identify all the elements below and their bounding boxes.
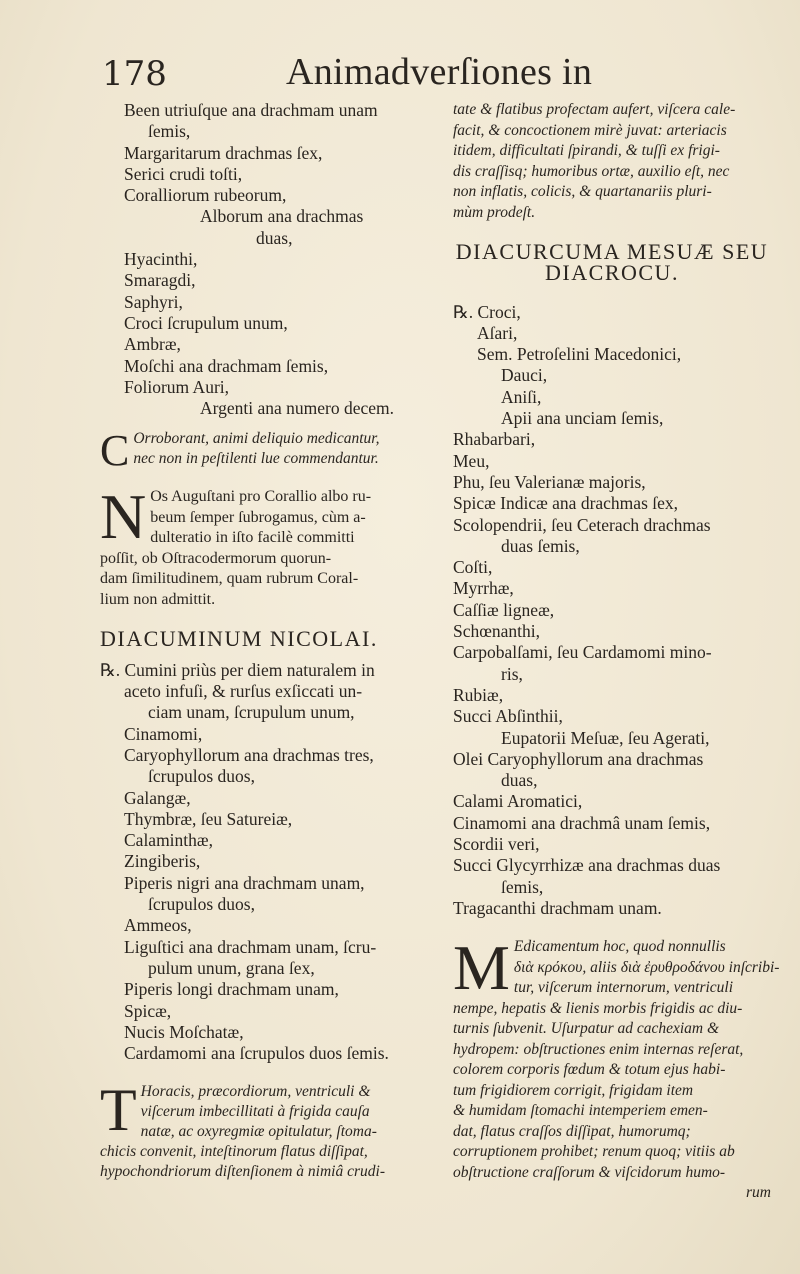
recipe-line: Tragacanthi drachmam unam. xyxy=(453,897,662,918)
page-number: 178 xyxy=(102,54,167,94)
recipe-line: Coralliorum rubeorum, xyxy=(124,185,287,206)
recipe-line: Scolopendrii, ſeu Ceterach drachmas xyxy=(453,514,711,535)
note-line: facit, & concoctionem mirè juvat: arteriacis xyxy=(453,121,727,139)
paragraph-line: lium non admittit. xyxy=(100,590,216,608)
note-line: obſtructione craſſorum & viſcidorum humo- xyxy=(453,1163,726,1181)
recipe-line: Margaritarum drachmas ſex, xyxy=(124,142,323,163)
recipe-line: Serici crudi toſti, xyxy=(124,163,243,184)
recipe-line: Alborum ana drachmas xyxy=(200,206,364,227)
recipe-line: Smaragdi, xyxy=(124,270,196,291)
note-line: dis craſſisq; humoribus ortæ, auxilio eſt, nec xyxy=(453,162,730,180)
paragraph-line: beum ſemper ſubrogamus, cùm a- xyxy=(150,508,366,526)
recipe-line: Meu, xyxy=(453,450,490,471)
note-line: nec non in peſtilenti lue commendantur. xyxy=(133,450,379,468)
commentary-note xyxy=(453,932,780,1204)
recipe-line: Phu, ſeu Valerianæ majoris, xyxy=(453,471,646,492)
left-column xyxy=(100,100,430,1182)
note-line: Orroborant, animi deliquio medicantur, xyxy=(133,430,380,448)
recipe-line: Zingiberis, xyxy=(124,851,201,872)
note-line: corruptionem prohibet; renum quoq; vitiis ab xyxy=(453,1143,735,1161)
recipe-line: ſemis, xyxy=(501,876,544,897)
recipe-line: Spicæ, xyxy=(124,1000,172,1021)
note-line: viſcerum imbecillitati à frigida cauſa xyxy=(140,1103,370,1121)
paragraph-line: Os Auguſtani pro Corallio albo ru- xyxy=(150,488,372,506)
paragraph-line: poſſit, ob Oſtracodermorum quorun- xyxy=(100,549,332,567)
note-line: colorem corporis fœdum & totum ejus habi- xyxy=(453,1061,726,1079)
recipe-line: ſemis, xyxy=(148,121,191,142)
recipe-line: Croci ſcrupulum unum, xyxy=(124,312,288,333)
commentary-note xyxy=(100,426,430,476)
recipe-line: ſcrupulos duos, xyxy=(148,766,255,787)
recipe-line: Aſari, xyxy=(477,322,518,343)
recipe-line: ℞. Croci, xyxy=(453,301,521,322)
recipe-line: Schœnanthi, xyxy=(453,621,541,642)
commentary-note xyxy=(100,1077,430,1182)
note-line: chicis convenit, inteſtinorum flatus diſſipat, xyxy=(100,1143,368,1161)
recipe-line: Liguſtici ana drachmam unam, ſcru- xyxy=(124,936,377,957)
recipe-line: Ambræ, xyxy=(124,334,181,355)
note-line: tur, viſcerum internorum, ventriculi xyxy=(513,979,734,997)
section-heading: DIACURCUMA MESUÆ SEU xyxy=(455,239,769,264)
recipe-line: Caſſiæ ligneæ, xyxy=(453,599,555,620)
recipe-line: Rubiæ, xyxy=(453,684,504,705)
note-line: Horacis, præcordiorum, ventriculi & xyxy=(140,1083,371,1101)
recipe-line: ris, xyxy=(501,663,523,684)
drop-cap: M xyxy=(453,932,510,1004)
recipe-line: Argenti ana numero decem. xyxy=(200,398,395,419)
recipe-line: Thymbræ, ſeu Satureiæ, xyxy=(124,808,293,829)
paragraph-line: dulteratio in iſto facilè committi xyxy=(150,529,355,547)
recipe-line: Eupatorii Meſuæ, ſeu Agerati, xyxy=(501,727,710,748)
right-column xyxy=(453,100,780,1204)
recipe-line: Hyacinthi, xyxy=(124,249,198,270)
recipe-line: Nucis Moſchatæ, xyxy=(124,1021,244,1042)
note-line: itidem, difficultati ſpirandi, & tuſſi ex frigi- xyxy=(453,142,720,159)
recipe-line: duas ſemis, xyxy=(501,535,580,556)
recipe-line: Scordii veri, xyxy=(453,834,540,855)
recipe-line: Piperis longi drachmam unam, xyxy=(124,979,339,1000)
recipe-line: Sem. Petroſelini Macedonici, xyxy=(477,344,682,365)
note-line: & humidam ſtomachi intemperiem emen- xyxy=(453,1102,708,1120)
recipe-line: Dauci, xyxy=(501,365,548,386)
recipe-line: Rhabarbari, xyxy=(453,429,536,450)
recipe-line: pulum unum, grana ſex, xyxy=(148,957,315,978)
recipe-line: Succi Abſinthii, xyxy=(453,706,563,727)
recipe-line: Aniſi, xyxy=(501,386,542,407)
recipe-line: Cinamomi, xyxy=(124,723,203,744)
recipe-line: aceto infuſi, & rurſus exſiccati un- xyxy=(124,681,363,702)
note-line: dat, flatus craſſos diſſipat, humorumq; xyxy=(453,1122,691,1140)
recipe-line: Piperis nigri ana drachmam unam, xyxy=(124,872,365,893)
recipe-line: Foliorum Auri, xyxy=(124,376,230,397)
recipe-line: Myrrhæ, xyxy=(453,578,514,599)
recipe-line: Caryophyllorum ana drachmas tres, xyxy=(124,744,374,765)
drop-cap: T xyxy=(100,1077,137,1144)
note-line: tate & flatibus profectam aufert, viſcera cale- xyxy=(453,101,736,118)
recipe-line: Olei Caryophyllorum ana drachmas xyxy=(453,748,704,769)
recipe-line: Carpobalſami, ſeu Cardamomi mino- xyxy=(453,642,712,663)
note-line: διὰ κρόκου, aliis διὰ ἐρυθροδάνου inſcribi- xyxy=(513,958,780,976)
section-heading: DIACUMINUM NICOLAI. xyxy=(100,626,378,652)
recipe-line: Galangæ, xyxy=(124,787,191,808)
note-line: hydropem: obſtructiones enim internas reſerat, xyxy=(453,1040,744,1058)
note-line: hypochondriorum diſtenſionem à nimiâ crudi- xyxy=(100,1163,385,1181)
paragraph-line: dam ſimilitudinem, quam rubrum Coral- xyxy=(100,570,359,588)
recipe-line: ſcrupulos duos, xyxy=(148,894,255,915)
recipe-line: Calami Aromatici, xyxy=(453,791,583,812)
recipe-line: Ammeos, xyxy=(124,915,192,936)
recipe-line: Spicæ Indicæ ana drachmas ſex, xyxy=(453,493,679,514)
note-line: tum frigidiorem corrigit, frigidam item xyxy=(453,1081,694,1099)
commentary-note xyxy=(453,100,771,223)
recipe-line: ℞. Cumini priùs per diem naturalem in xyxy=(100,659,375,680)
running-title: Animadverſiones in xyxy=(286,51,593,93)
recipe-line: duas, xyxy=(501,770,538,791)
recipe-line: Cardamomi ana ſcrupulos duos ſemis. xyxy=(124,1043,389,1064)
note-line: natæ, ac oxyregmiæ opitulatur, ſtoma- xyxy=(140,1123,377,1141)
recipe-line: Calaminthæ, xyxy=(124,830,213,851)
section-heading: DIACROCU. xyxy=(545,260,679,286)
drop-cap: C xyxy=(100,426,130,476)
recipe-line: Moſchi ana drachmam ſemis, xyxy=(124,355,329,376)
recipe-line: Apii ana unciam ſemis, xyxy=(501,408,664,429)
recipe-line: duas, xyxy=(256,227,293,248)
recipe-line: Coſti, xyxy=(453,557,493,578)
recipe-line: Succi Glycyrrhizæ ana drachmas duas xyxy=(453,855,721,876)
recipe-line: Been utriuſque ana drachmam unam xyxy=(124,100,378,120)
drop-cap: N xyxy=(100,481,147,553)
page-header xyxy=(98,48,758,100)
recipe-line: ciam unam, ſcrupulum unum, xyxy=(148,702,355,723)
commentary-paragraph xyxy=(100,481,430,610)
note-line: Edicamentum hoc, quod nonnullis xyxy=(513,938,726,956)
note-line: rum xyxy=(746,1184,771,1202)
note-line: turnis ſubvenit. Uſurpatur ad cachexiam & xyxy=(453,1020,720,1038)
note-line: mùm prodeſt. xyxy=(453,203,536,221)
recipe-line: Cinamomi ana drachmâ unam ſemis, xyxy=(453,812,711,833)
note-line: nempe, hepatis & lienis morbis frigidis ac diu- xyxy=(453,999,743,1017)
note-line: non inflatis, colicis, & quartanariis pluri- xyxy=(453,183,712,200)
recipe-line: Saphyri, xyxy=(124,291,183,312)
